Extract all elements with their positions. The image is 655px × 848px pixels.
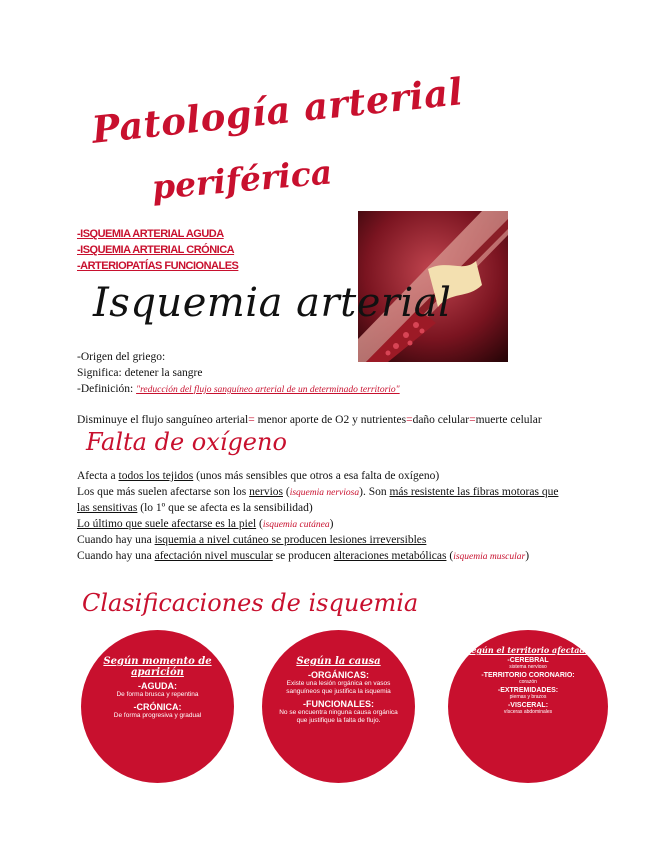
son-text: ). Son	[359, 486, 390, 498]
isquemia-cutanea-note: isquemia cutánea	[262, 520, 330, 530]
cerebral-text: sistema nervioso	[509, 664, 547, 670]
sensitivas-text: las sensitivas	[77, 502, 138, 514]
visceral-text: vísceras abdominales	[503, 709, 553, 715]
circle-title: Según el territorio afectado	[465, 645, 591, 655]
muerte-text: muerte celular	[475, 414, 542, 426]
coronario-heading: -TERRITORIO CORONARIO:	[481, 672, 575, 679]
lesiones-irreversibles-text: isquemia a nivel cutáneo se producen lesiones irreversibles	[154, 534, 427, 546]
suelen-text: Los que más suelen afectarse son los	[77, 486, 250, 498]
extremidades-heading: -EXTREMIDADES:	[497, 687, 559, 694]
paren-open: (	[446, 550, 454, 562]
producen-text: se producen	[272, 550, 334, 562]
afecta-text: Afecta a	[77, 470, 119, 482]
circle-title: Según la causa	[296, 656, 381, 667]
definicion-label: -Definición:	[77, 383, 134, 395]
sensibilidad-text: (lo 1º que se afecta es la sensibilidad)	[137, 502, 313, 514]
cutaneo-line	[77, 532, 426, 548]
organicas-heading: -ORGÁNICAS:	[308, 670, 369, 680]
aguda-text: De forma brusca y repentina	[116, 691, 199, 698]
fibras-motoras-text: más resistente las fibras motoras que	[389, 486, 559, 498]
paren-open: (	[256, 518, 263, 530]
toc-link-funcionales[interactable]: -ARTERIOPATÍAS FUNCIONALES	[77, 260, 239, 272]
section-heading-clasificaciones: Clasificaciones de isquemia	[82, 589, 419, 617]
isquemia-nerviosa-note: isquemia nerviosa	[289, 488, 360, 498]
definicion-line	[77, 381, 400, 398]
aporte-text: menor aporte de O2 y nutrientes	[254, 414, 407, 426]
equals-sign: =	[469, 414, 476, 426]
toc-link-aguda[interactable]: -ISQUEMIA ARTERIAL AGUDA	[77, 228, 224, 240]
page-title-line-1: Patología arterial	[89, 69, 466, 152]
paren-open: (	[283, 486, 290, 498]
organicas-text: Existe una lesión orgánica en vasos sanguíneos que justifica la isquemia	[286, 680, 391, 695]
alteraciones-metabolicas-text: alteraciones metabólicas	[333, 550, 447, 562]
suelen-line	[77, 484, 558, 501]
isquemia-muscular-note: isquemia muscular	[453, 552, 526, 562]
section-heading-isquemia: Isquemia arterial	[93, 280, 452, 326]
circle-causa	[262, 630, 415, 783]
ultimo-text: Lo último que suele afectarse es la piel	[77, 518, 257, 530]
cutaneo-text: Cuando hay una	[77, 534, 155, 546]
equals-sign: =	[406, 414, 413, 426]
extremidades-text: piernas y brazos	[509, 694, 547, 700]
dano-text: daño celular	[412, 414, 470, 426]
ultimo-line	[77, 516, 333, 533]
funcionales-heading: -FUNCIONALES:	[303, 699, 374, 709]
disminuye-text: Disminuye el flujo sanguíneo arterial	[77, 414, 249, 426]
muscular-text: Cuando hay una	[77, 550, 155, 562]
cronica-heading: -CRÓNICA:	[133, 702, 182, 712]
afectacion-muscular-text: afectación nivel muscular	[154, 550, 273, 562]
page-title-line-2: periférica	[150, 152, 334, 207]
circle-momento-aparicion	[81, 630, 234, 783]
equals-sign: =	[248, 414, 255, 426]
nervios-text: nervios	[249, 486, 283, 498]
todos-tejidos-text: todos los tejidos	[118, 470, 194, 482]
circle-title: Según momento de aparición	[103, 656, 212, 678]
coronario-text: corazón	[519, 679, 537, 685]
afecta-detail: (unos más sensibles que otros a esa falta de oxígeno)	[193, 470, 440, 482]
significa-line: Significa: detener la sangre	[77, 367, 203, 379]
paren-close: )	[329, 518, 334, 530]
disminuye-line	[77, 412, 542, 428]
section-heading-falta-oxigeno: Falta de oxígeno	[86, 428, 287, 456]
sensitivas-line	[77, 500, 313, 516]
afecta-line	[77, 468, 439, 484]
circle-territorio	[448, 630, 608, 783]
origen-line: -Origen del griego:	[77, 351, 166, 363]
cerebral-heading: -CEREBRAL	[507, 657, 549, 664]
visceral-heading: -VISCERAL:	[507, 702, 549, 709]
funcionales-text: No se encuentra ninguna causa orgánica que justifique la falta de flujo.	[279, 709, 398, 724]
definicion-text: "reducción del flujo sanguíneo arterial de un determinado territorio"	[136, 385, 400, 395]
paren-close: )	[525, 550, 530, 562]
toc-link-cronica[interactable]: -ISQUEMIA ARTERIAL CRÓNICA	[77, 244, 235, 256]
cronica-text: De forma progresiva y gradual	[113, 712, 202, 719]
muscular-line	[77, 548, 529, 565]
aguda-heading: -AGUDA:	[138, 681, 177, 691]
